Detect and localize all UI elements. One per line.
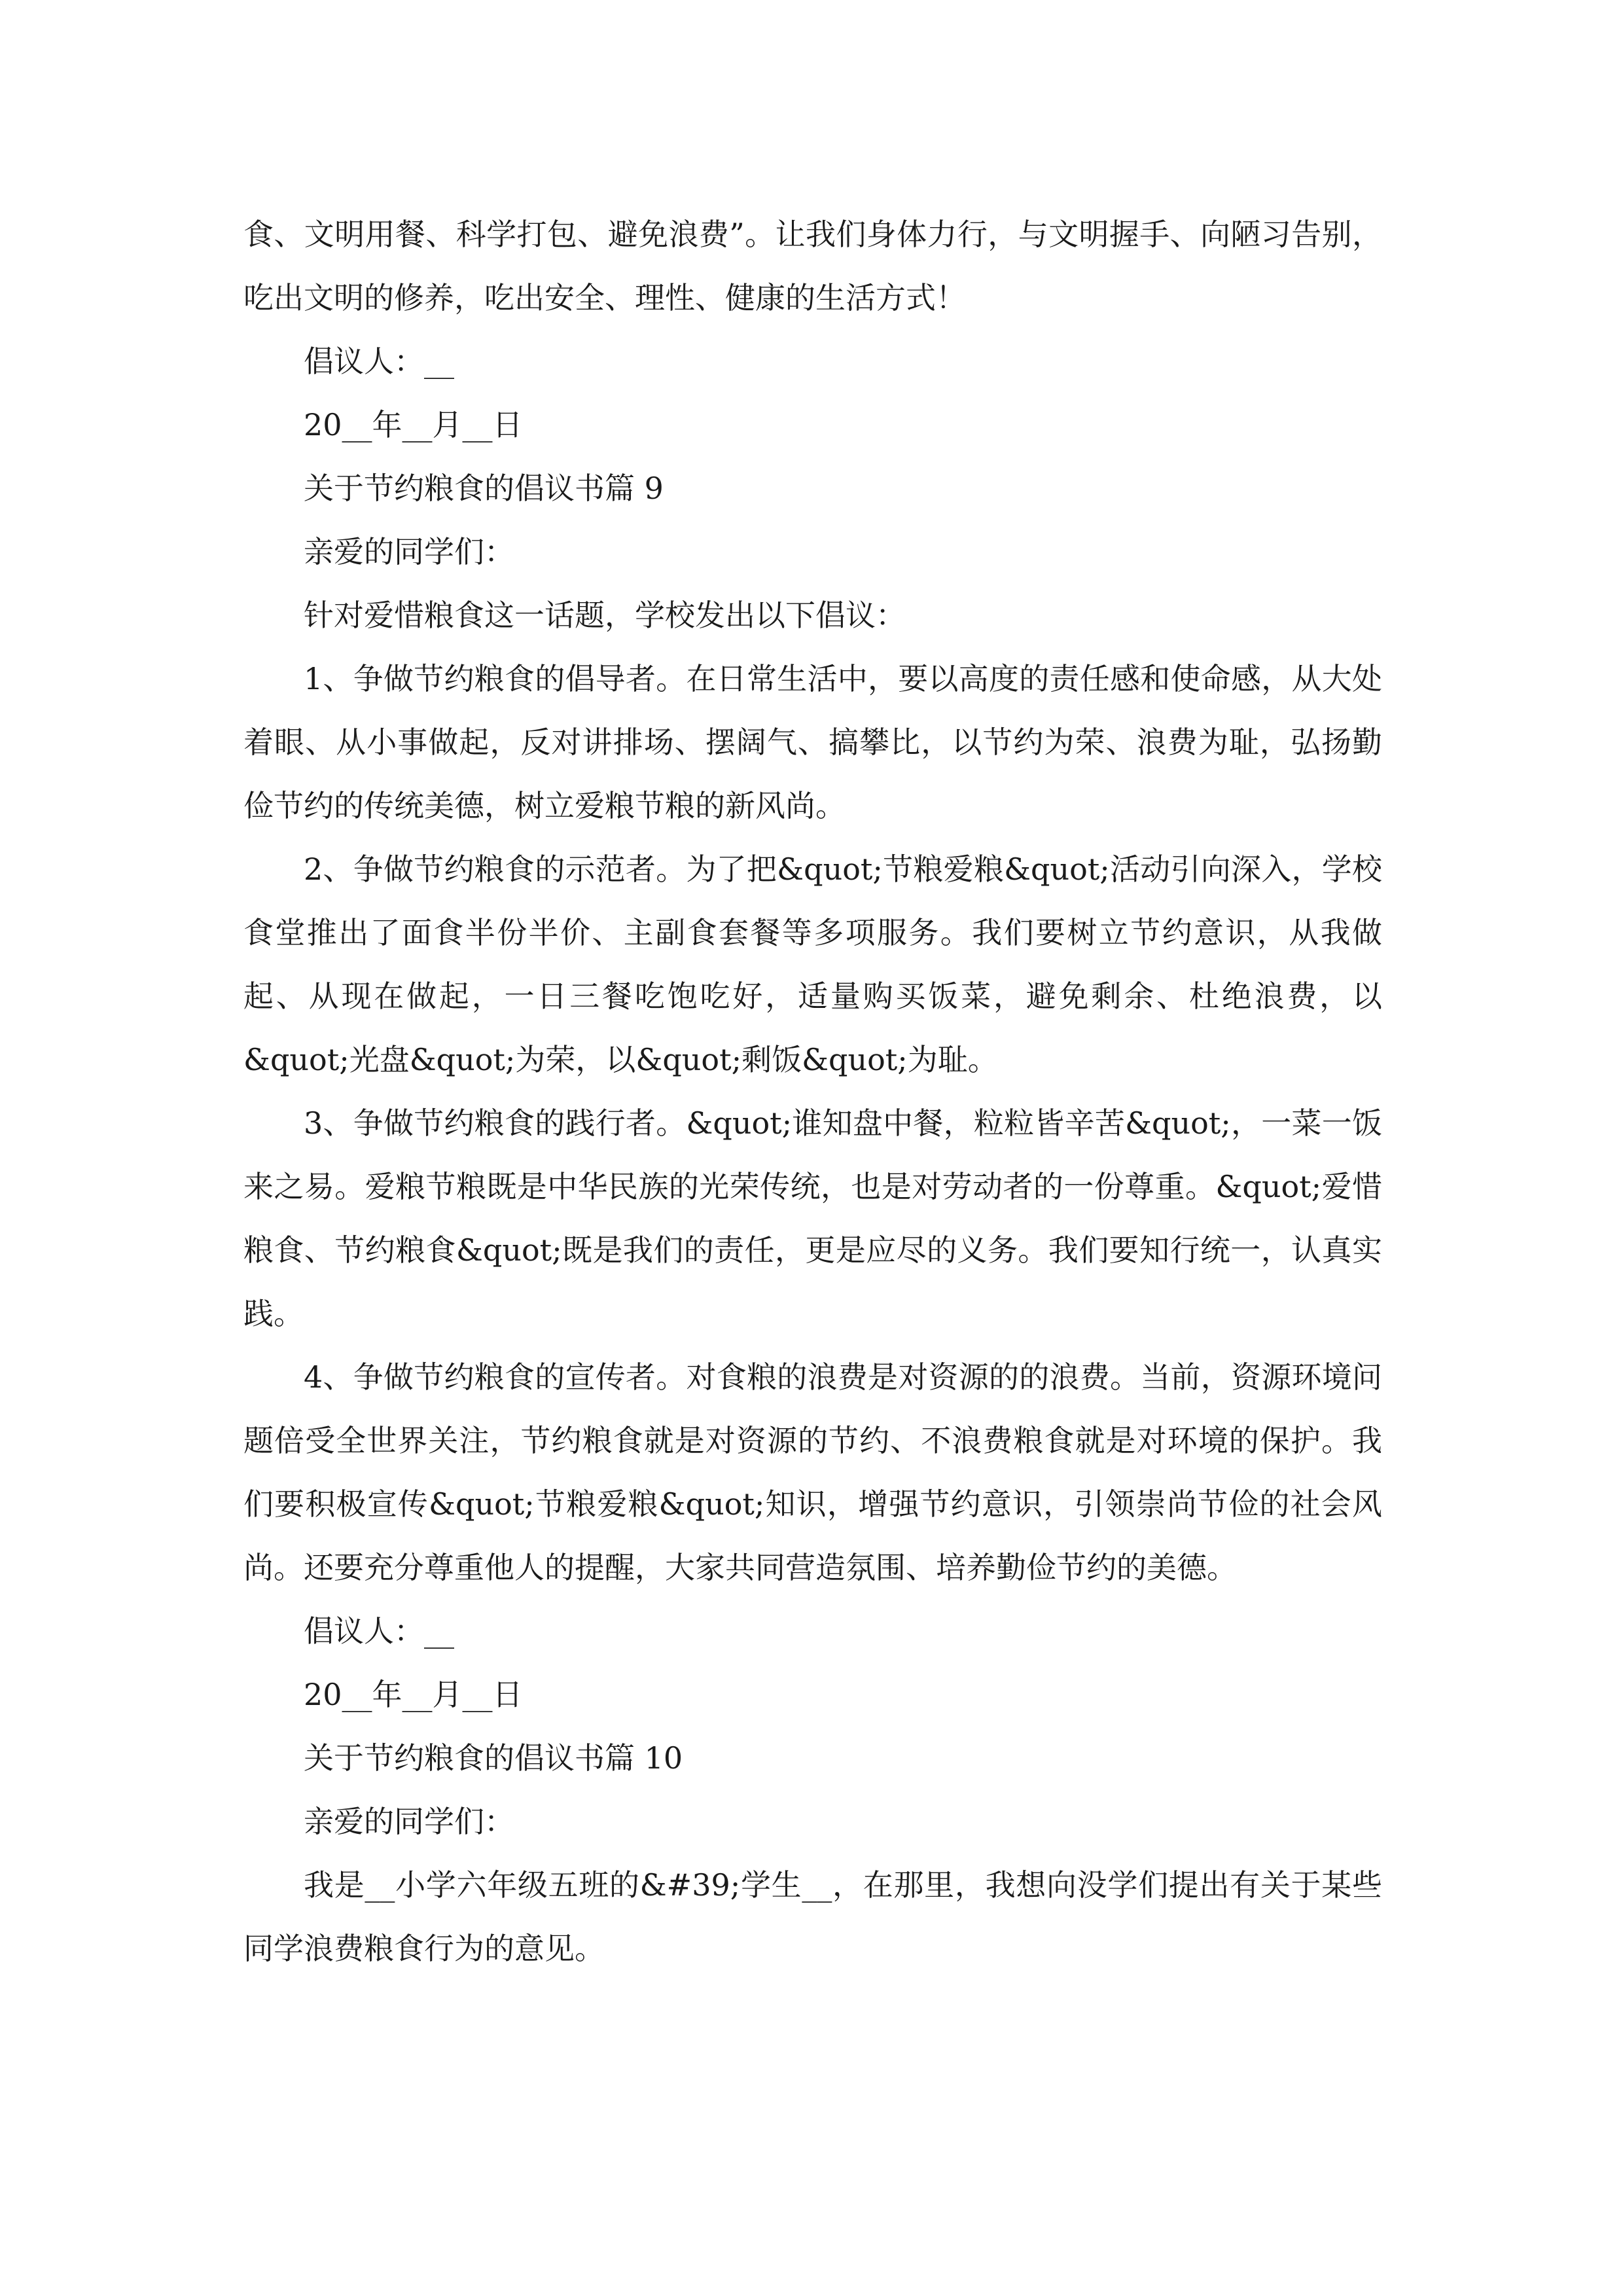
intro-paragraph: 针对爱惜粮食这一话题，学校发出以下倡议： bbox=[304, 598, 906, 633]
intro-paragraph: 我是__小学六年级五班的&#39;学生__，在那里，我想向没学们提出有关于某些同学浪费粮食行为的意见。 bbox=[243, 1867, 1382, 1966]
list-item-1: 1、争做节约粮食的倡导者。在日常生活中，要以高度的责任感和使命感，从大处着眼、从小事做起，反对讲排场、摆阔气、搞攀比，以节约为荣、浪费为耻，弘扬勤俭节约的传统美德，树立爱粮节粮的新风尚。 bbox=[243, 661, 1382, 823]
list-item-2: 2、争做节约粮食的示范者。为了把&quot;节粮爱粮&quot;活动引向深入，学校食堂推出了面食半份半价、主副食套餐等多项服务。我们要树立节约意识，从我做起、从现在做起，一日三餐吃饱吃好，适量购买饭菜，避免剩余、杜绝浪费，以&quot;光盘&quot;为荣，以&quot;剩饭&quot;为耻。 bbox=[243, 852, 1382, 1077]
greeting: 亲爱的同学们： bbox=[304, 1804, 514, 1839]
date-line: 20__年__月__日 bbox=[304, 1677, 523, 1712]
section-title: 关于节约粮食的倡议书篇 10 bbox=[304, 1740, 683, 1776]
list-item-4: 4、争做节约粮食的宣传者。对食粮的浪费是对资源的的浪费。当前，资源环境问题倍受全世界关注，节约粮食就是对资源的节约、不浪费粮食就是对环境的保护。我们要积极宣传&quot;节粮爱粮&quot;知识，增强节约意识，引领崇尚节俭的社会风尚。还要充分尊重他人的提醒，大家共同营造氛围、培养勤俭节约的美德。 bbox=[243, 1359, 1382, 1585]
date-line: 20__年__月__日 bbox=[304, 407, 523, 442]
greeting: 亲爱的同学们： bbox=[304, 534, 514, 569]
signature-line: 倡议人：__ bbox=[304, 344, 454, 379]
paragraph-continuation: 食、文明用餐、科学打包、避免浪费”。让我们身体力行，与文明握手、向陋习告别，吃出文明的修养，吃出安全、理性、健康的生活方式！ bbox=[243, 217, 1382, 315]
list-item-3: 3、争做节约粮食的践行者。&quot;谁知盘中餐，粒粒皆辛苦&quot;，一菜一饭来之易。爱粮节粮既是中华民族的光荣传统，也是对劳动者的一份尊重。&quot;爱惜粮食、节约粮食&quot;既是我们的责任，更是应尽的义务。我们要知行统一，认真实践。 bbox=[243, 1105, 1382, 1331]
section-title: 关于节约粮食的倡议书篇 9 bbox=[304, 471, 664, 506]
document-page bbox=[243, 203, 1382, 1981]
signature-line: 倡议人：__ bbox=[304, 1613, 454, 1649]
